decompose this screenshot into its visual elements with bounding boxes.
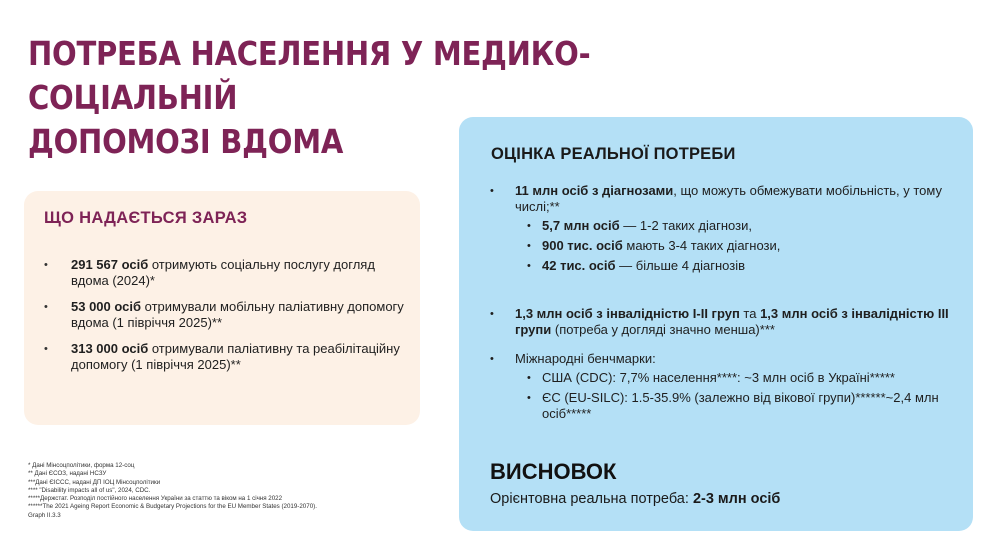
footnote: ** Дані ЄСОЗ, надані НСЗУ: [28, 470, 107, 478]
list-item-text: отримували мобільну паліативну допомогу вдома (1 півріччя 2025)**: [71, 299, 404, 330]
list-item: [44, 341, 404, 373]
list-item-text: та: [739, 306, 761, 321]
sublist-item: [515, 390, 960, 422]
list-item: [44, 257, 404, 289]
page-title-line-2: ДОПОМОЗІ ВДОМА: [28, 122, 344, 161]
sublist-item-value: 900 тис. осіб: [542, 238, 623, 253]
footnote: ******The 2021 Ageing Report Economic & Budgetary Projections for the EU Member States (2019-2070).: [28, 503, 317, 511]
sublist-item: [515, 218, 960, 234]
sublist-item-text: США (CDC): 7,7% населення****: ~3 млн осіб в Україні*****: [542, 370, 895, 385]
sublist-item: [515, 370, 960, 386]
conclusion-label: Орієнтовна реальна потреба:: [490, 491, 693, 507]
list-item-text: , що можуть обмежувати мобільність, у тому числі;**: [515, 183, 942, 214]
sublist-item-text: — більше 4 діагнозів: [615, 258, 746, 273]
diagnoses-list: [490, 183, 960, 278]
footnote: ***Дані ЄІССС, надані ДП ІОЦ Мінсоцполітики: [28, 478, 161, 486]
list-item-text: отримують соціальну послугу догляд вдома (2024)*: [71, 257, 375, 288]
list-item: [490, 351, 960, 422]
list-item-value: 313 000 осіб: [71, 341, 149, 356]
sublist-item: [515, 258, 960, 274]
list-item: [44, 299, 404, 331]
page-title-line-1: ПОТРЕБА НАСЕЛЕННЯ У МЕДИКО-СОЦІАЛЬНІЙ: [28, 34, 591, 117]
current-services-panel: [24, 191, 420, 425]
footnote: **** "Disability impacts all of us", 2024, CDC.: [28, 486, 151, 494]
sublist-item: [515, 238, 960, 254]
list-item-text: отримували паліативну та реабілітаційну допомогу (1 півріччя 2025)**: [71, 341, 400, 372]
sublist-item-value: 42 тис. осіб: [542, 258, 616, 273]
list-item: [490, 183, 960, 274]
conclusion-heading: ВИСНОВОК: [490, 459, 617, 484]
list-item-text: (потреба у догляді значно менша)***: [551, 322, 775, 337]
conclusion-text: [490, 491, 780, 507]
sublist-item-value: 5,7 млн осіб: [542, 218, 620, 233]
current-services-heading: ЩО НАДАЄТЬСЯ ЗАРАЗ: [44, 209, 248, 227]
sublist-item-text: — 1-2 таких діагнози,: [619, 218, 752, 233]
real-need-panel: [459, 117, 973, 531]
list-item-text: Міжнародні бенчмарки:: [515, 351, 656, 366]
list-item-value: 1,3 млн осіб з інвалідністю III групи: [515, 306, 949, 337]
list-item-value: 1,3 млн осіб з інвалідністю I-II груп: [515, 306, 740, 321]
current-services-list: [44, 257, 404, 383]
sublist-item-text: мають 3-4 таких діагнози,: [622, 238, 781, 253]
real-need-heading: ОЦІНКА РЕАЛЬНОЇ ПОТРЕБИ: [491, 145, 736, 163]
footnotes: [28, 462, 448, 520]
benchmarks-sublist: [515, 370, 960, 422]
list-item: [490, 306, 960, 338]
benchmarks-list: [490, 351, 960, 426]
footnote: *****Держстат. Розподіл постійного населення України за статтю та віком на 1 січня 2022: [28, 495, 283, 503]
diagnoses-sublist: [515, 218, 960, 274]
footnote: * Дані Мінсоцполітики, форма 12-соц: [28, 462, 135, 469]
conclusion-value: 2-3 млн осіб: [692, 491, 781, 507]
footnote: Graph II.3.3: [28, 511, 61, 519]
list-item-value: 53 000 осіб: [71, 299, 142, 314]
disability-list: [490, 306, 960, 338]
list-item-value: 11 млн осіб з діагнозами: [515, 183, 674, 198]
list-item-value: 291 567 осіб: [71, 257, 149, 272]
sublist-item-text: ЄС (EU-SILC): 1.5-35.9% (залежно від вікової групи)******~2,4 млн осіб*****: [542, 390, 939, 421]
